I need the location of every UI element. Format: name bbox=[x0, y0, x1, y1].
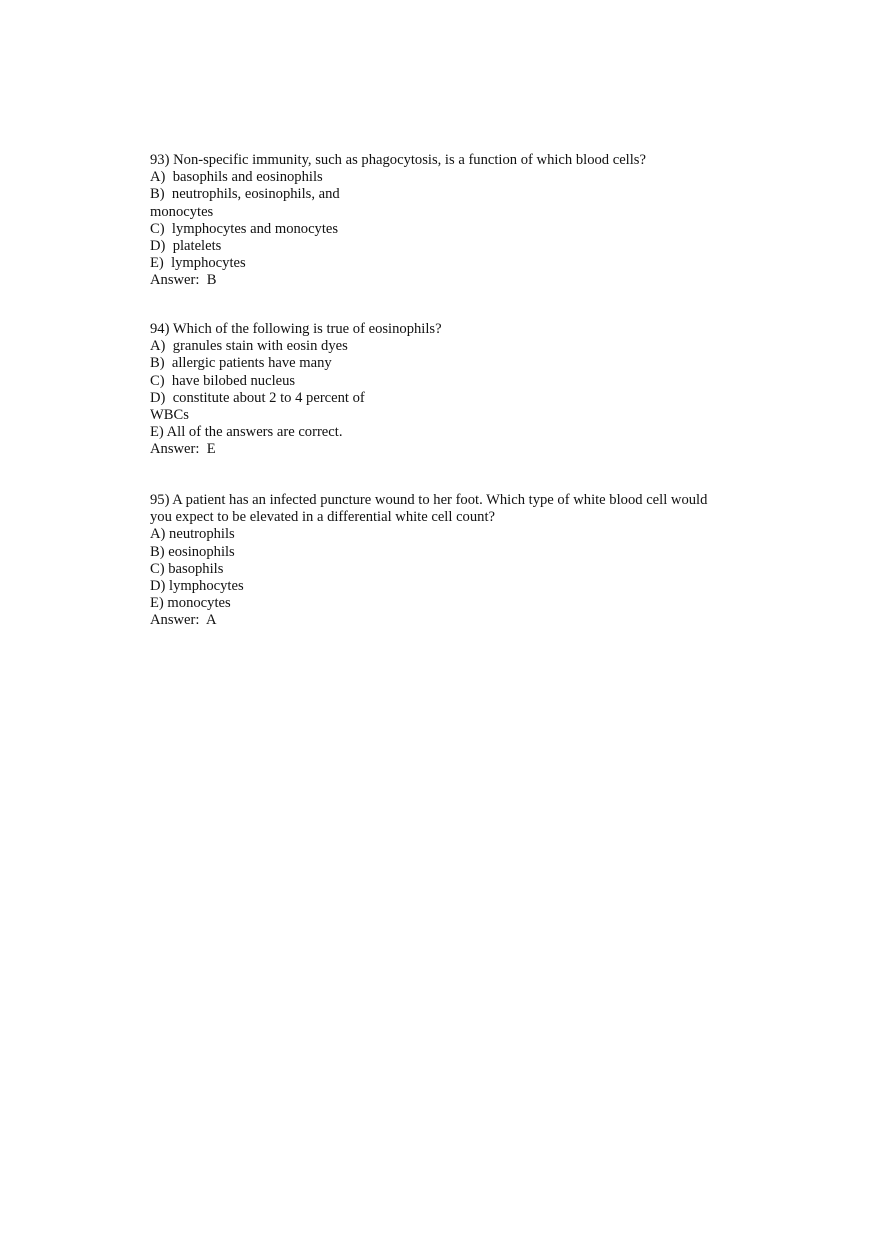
answer-line: Answer: A bbox=[150, 612, 217, 629]
option-c: C) basophils bbox=[150, 560, 224, 577]
option-b: B) eosinophils bbox=[150, 543, 235, 560]
option-d: D) lymphocytes bbox=[150, 578, 244, 595]
option-d: D) constitute about 2 to 4 percent of bbox=[150, 389, 365, 406]
question-stem: 95) A patient has an infected puncture wound to her foot. Which type of white blood cell would bbox=[150, 492, 708, 508]
option-a: A) neutrophils bbox=[150, 526, 235, 543]
option-b-continued: monocytes bbox=[150, 203, 214, 220]
option-e: E) monocytes bbox=[150, 595, 231, 612]
option-e: E) All of the answers are correct. bbox=[150, 424, 343, 441]
option-e: E) lymphocytes bbox=[150, 255, 246, 272]
answer-line: Answer: B bbox=[150, 272, 217, 289]
option-c: C) lymphocytes and monocytes bbox=[150, 220, 339, 237]
answer-line: Answer: E bbox=[150, 441, 216, 458]
question-93 bbox=[150, 152, 750, 290]
option-d-continued: WBCs bbox=[150, 407, 189, 424]
question-stem: 94) Which of the following is true of eosinophils? bbox=[150, 321, 442, 337]
option-b: B) neutrophils, eosinophils, and bbox=[150, 186, 340, 203]
option-a: A) granules stain with eosin dyes bbox=[150, 338, 348, 355]
question-stem-continued: you expect to be elevated in a differential white cell count? bbox=[150, 509, 495, 526]
question-94 bbox=[150, 321, 750, 459]
option-c: C) have bilobed nucleus bbox=[150, 372, 296, 389]
question-stem: 93) Non-specific immunity, such as phagocytosis, is a function of which blood cells? bbox=[150, 152, 646, 168]
option-b: B) allergic patients have many bbox=[150, 355, 332, 372]
option-a: A) basophils and eosinophils bbox=[150, 169, 323, 186]
question-95 bbox=[150, 492, 750, 630]
option-d: D) platelets bbox=[150, 238, 222, 255]
